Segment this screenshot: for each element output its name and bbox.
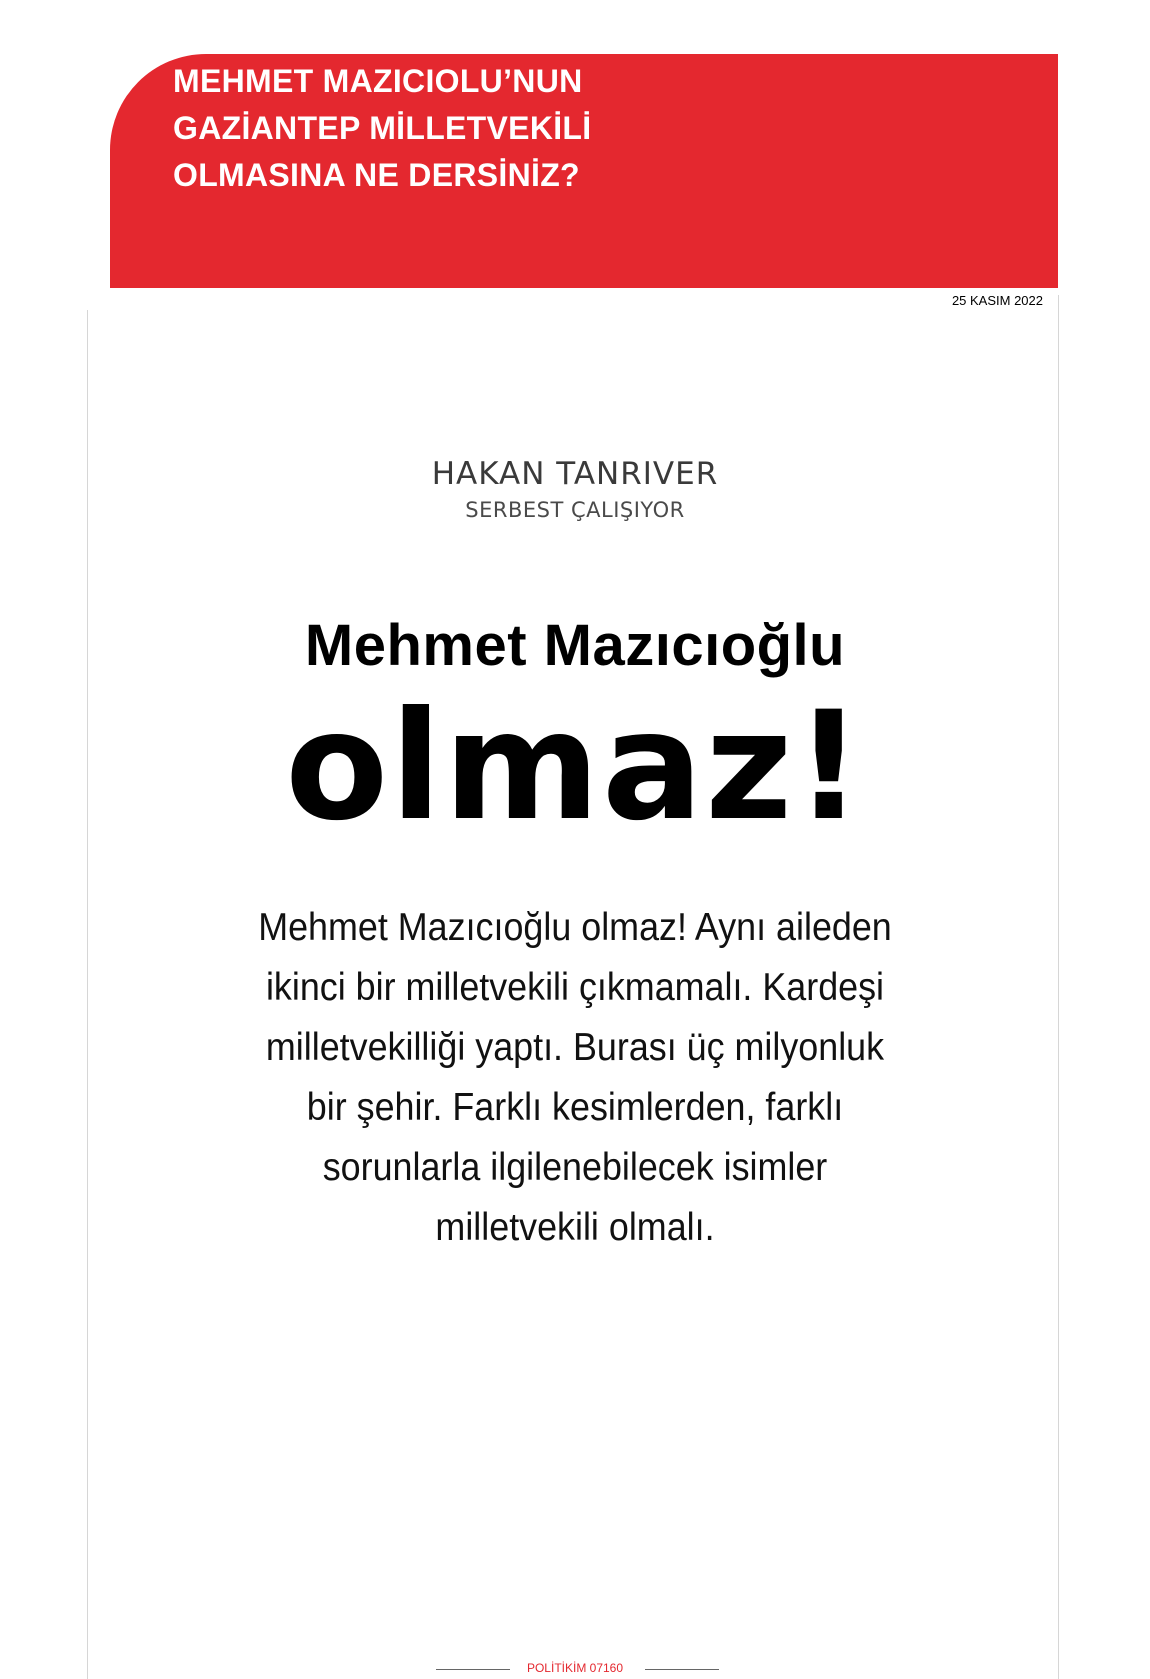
footer-label: POLİTİKİM 07160 xyxy=(526,1661,624,1675)
author-name: HAKAN TANRIVER xyxy=(431,456,719,492)
body-paragraph: Mehmet Mazıcıoğlu olmaz! Aynı aileden ikinci bir milletvekili çıkmamalı. Kardeşi milletvekilliği yaptı. Burası üç milyonluk bir şehir. Farklı kesimlerden, farklı sorunlarla ilgilenebilecek isimler milletvekili olmalı. xyxy=(258,906,892,1249)
footer xyxy=(0,1659,1150,1679)
footer-divider-right xyxy=(645,1669,719,1670)
headline-line-2: olmaz! xyxy=(285,680,865,854)
author-role: SERBEST ÇALIŞIYOR xyxy=(465,498,685,522)
headline-line-1: Mehmet Mazıcıoğlu xyxy=(304,613,846,678)
author-block xyxy=(0,456,1150,522)
publication-date: 25 KASIM 2022 xyxy=(951,293,1043,308)
banner-title: MEHMET MAZICIOLU’NUN GAZİANTEP MİLLETVEKİLİ OLMASINA NE DERSİNİZ? xyxy=(173,63,592,193)
